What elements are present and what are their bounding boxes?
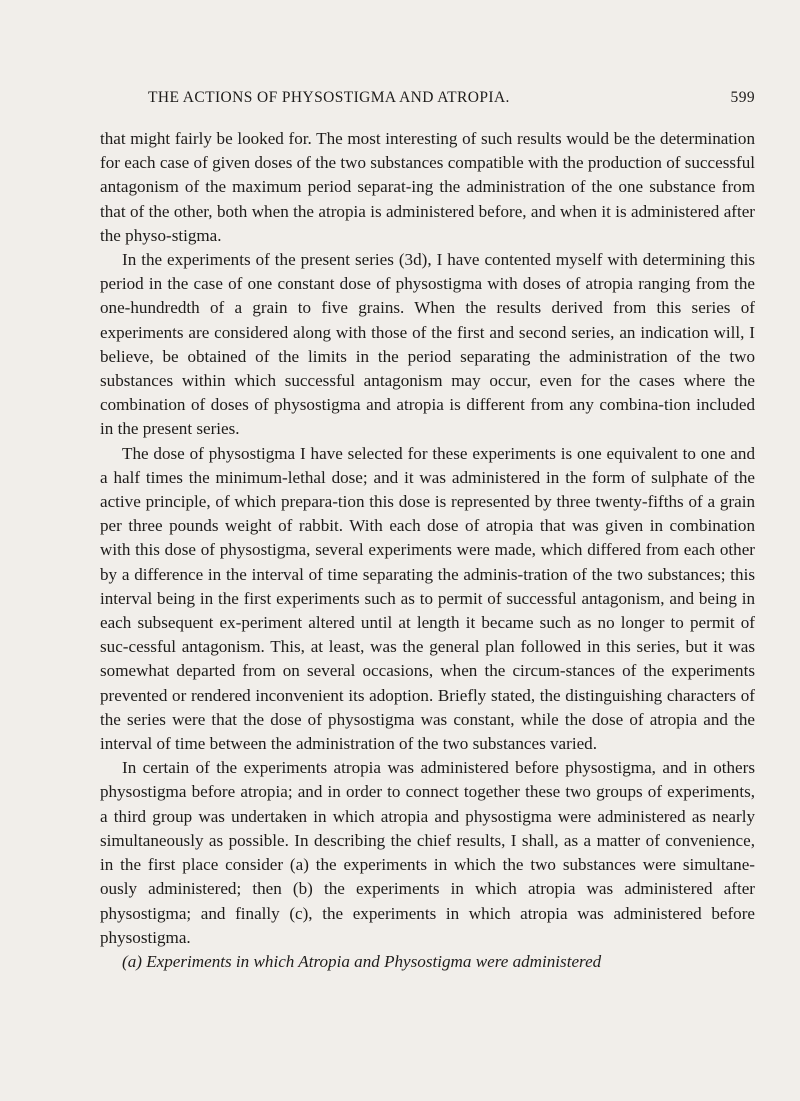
page-number: 599 [730, 89, 755, 106]
paragraph-continuation: that might fairly be looked for. The most interesting of such results would be the determination for each case of given doses of the two substances compatible with the production of successful antagonism of the maximum period separat-ing the administration of the one substance from that of the other, both when the atropia is administered before, and when it is administered after the physo-stigma. [100, 129, 755, 245]
paragraph-experiment-groups: In certain of the experiments atropia was administered before physostigma, and in others physostigma before atropia; and in order to connect together these two groups of experiments, a third group was undertaken in which atropia and physostigma were administered as nearly simultaneously as possible. In describing the chief results, I shall, as a matter of convenience, in the first place consider (a) the experiments in which the two substances were simultane-ously administered; then (b) the experiments in which atropia was administered after physostigma; and finally (c), the experiments in which atropia was administered before physostigma. [100, 758, 755, 947]
running-header-title: THE ACTIONS OF PHYSOSTIGMA AND ATROPIA. [148, 89, 510, 106]
running-header [100, 89, 755, 113]
paragraph-series-period: In the experiments of the present series (3d), I have contented myself with determining this period in the case of one constant dose of physostigma with doses of atropia ranging from the one-hundredth of a grain to five grains. When the results derived from this series of experiments are considered along with those of the first and second series, an indication will, I believe, be obtained of the limits in the period separating the administration of the two substances within which successful antagonism may occur, even for the cases where the combination of doses of physostigma and atropia is different from any combina-tion included in the present series. [100, 250, 755, 439]
section-heading: (a) Experiments in which Atropia and Physostigma were administered [122, 951, 602, 971]
body-text [100, 127, 755, 974]
paragraph-physostigma-dose: The dose of physostigma I have selected for these experiments is one equivalent to one and a half times the minimum-lethal dose; and it was administered in the form of sulphate of the active principle, of which prepara-tion this dose is represented by three twenty-fifths of a grain per three pounds weight of rabbit. With each dose of atropia that was given in combination with this dose of physostigma, several experiments were made, which differed from each other by a difference in the interval of time separating the adminis-tration of the two substances; this interval being in the first experiments such as to permit of successful antagonism, and being in each subsequent ex-periment altered until at length it became such as no longer to permit of suc-cessful antagonism. This, at least, was the general plan followed in this series, but it was somewhat departed from on several occasions, when the circum-stances of the experiments prevented or rendered inconvenient its adoption. Briefly stated, the distinguishing characters of the series were that the dose of physostigma was constant, while the dose of atropia and the interval of time between the administration of the two substances varied. [100, 443, 755, 754]
